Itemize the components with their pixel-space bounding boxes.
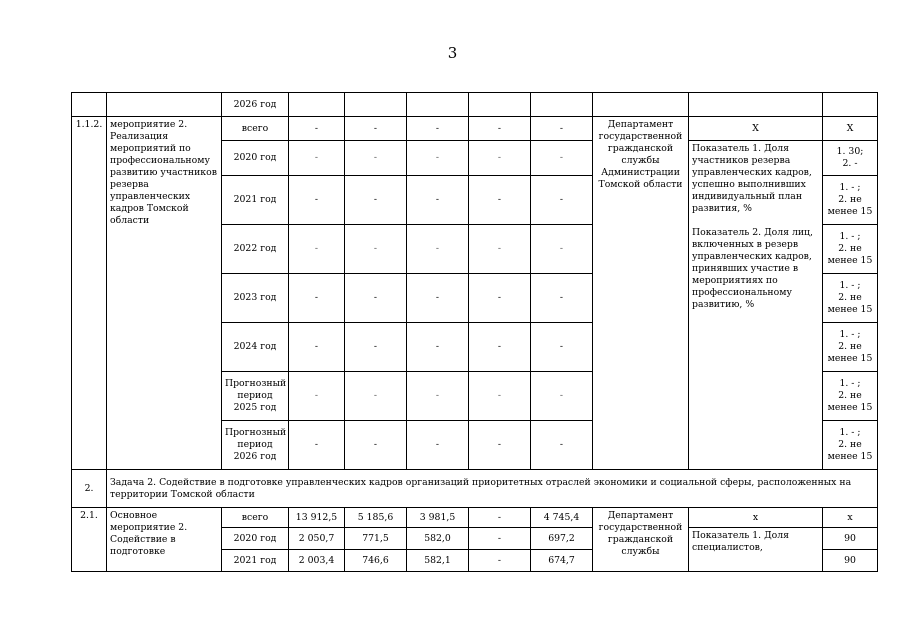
indicator-value: 1. 30; 2. - [823, 141, 878, 176]
program-table [71, 92, 878, 572]
row-number: 2.1. [72, 508, 107, 572]
value-cell: - [289, 372, 345, 421]
value-cell: - [531, 225, 593, 274]
year-cell: 2024 год [222, 323, 289, 372]
value-cell: - [469, 550, 531, 572]
value-cell: 771,5 [345, 528, 407, 550]
value-cell: - [289, 323, 345, 372]
indicator-2-text: Показатель 2. Доля лиц, включенных в резерв управленческих кадров, принявших участие в мероприятиях по профессиональному развитию, % [692, 227, 813, 310]
task-text: Задача 2. Содействие в подготовке управленческих кадров организаций приоритетных отраслей экономики и социальной сферы, расположенных на территории Томской области [107, 470, 878, 508]
value-cell: - [469, 274, 531, 323]
value-cell: - [469, 372, 531, 421]
value-cell: - [345, 141, 407, 176]
department-cell: Департамент государственной гражданской службы Администрации Томской области [593, 117, 689, 470]
indicator-value: 90 [823, 550, 878, 572]
indicator-value: 1. - ; 2. не менее 15 [823, 274, 878, 323]
value-cell: - [289, 117, 345, 141]
value-cell: - [407, 421, 469, 470]
value-cell: - [289, 225, 345, 274]
value-cell: - [345, 117, 407, 141]
indicator-value: 1. - ; 2. не менее 15 [823, 421, 878, 470]
value-cell: 13 912,5 [289, 508, 345, 528]
indicator-value: Х [823, 117, 878, 141]
value-cell: - [407, 176, 469, 225]
indicator-cell: х [689, 508, 823, 528]
value-cell: - [531, 372, 593, 421]
indicator-value: х [823, 508, 878, 528]
table-row [72, 117, 878, 141]
value-cell: - [469, 225, 531, 274]
value-cell: 582,1 [407, 550, 469, 572]
value-cell: 3 981,5 [407, 508, 469, 528]
measure-name: Основное мероприятие 2. Содействие в подготовке [107, 508, 222, 572]
value-cell: 746,6 [345, 550, 407, 572]
indicator-value: 1. - ; 2. не менее 15 [823, 225, 878, 274]
value-cell: - [345, 274, 407, 323]
indicator-value: 1. - ; 2. не менее 15 [823, 323, 878, 372]
value-cell: - [469, 421, 531, 470]
value-cell: - [407, 225, 469, 274]
value-cell: - [469, 176, 531, 225]
year-cell: 2023 год [222, 274, 289, 323]
year-cell: 2026 год [222, 93, 289, 117]
value-cell: - [345, 323, 407, 372]
value-cell: - [469, 528, 531, 550]
value-cell: 2 050,7 [289, 528, 345, 550]
year-cell: Прогнозный период 2025 год [222, 372, 289, 421]
year-cell: 2021 год [222, 550, 289, 572]
year-cell: 2021 год [222, 176, 289, 225]
indicator-description: Показатель 1. Доля специалистов, [689, 528, 823, 572]
year-cell: всего [222, 508, 289, 528]
indicator-value: 1. - ; 2. не менее 15 [823, 372, 878, 421]
measure-name: мероприятие 2. Реализация мероприятий по профессиональному развитию участников резерва управленческих кадров Томской области [107, 117, 222, 470]
department-cell: Департамент государственной гражданской службы [593, 508, 689, 572]
value-cell: - [407, 274, 469, 323]
table-row [72, 470, 878, 508]
value-cell: 5 185,6 [345, 508, 407, 528]
value-cell: - [289, 176, 345, 225]
value-cell: - [407, 372, 469, 421]
value-cell: - [345, 421, 407, 470]
value-cell: - [531, 323, 593, 372]
value-cell: - [469, 508, 531, 528]
value-cell: - [289, 274, 345, 323]
indicator-1-text: Показатель 1. Доля участников резерва управленческих кадров, успешно выполнивших индивидуальный план развития, % [692, 143, 812, 214]
value-cell: 674,7 [531, 550, 593, 572]
indicator-description [689, 141, 823, 470]
value-cell: - [407, 141, 469, 176]
page-number: 3 [447, 44, 458, 62]
value-cell: - [289, 141, 345, 176]
table-row [72, 508, 878, 528]
value-cell: 2 003,4 [289, 550, 345, 572]
value-cell: - [469, 141, 531, 176]
value-cell: 4 745,4 [531, 508, 593, 528]
row-number: 1.1.2. [72, 117, 107, 470]
value-cell: - [531, 176, 593, 225]
value-cell: - [531, 141, 593, 176]
value-cell: 697,2 [531, 528, 593, 550]
value-cell: - [289, 421, 345, 470]
year-cell: 2020 год [222, 141, 289, 176]
value-cell: - [407, 117, 469, 141]
value-cell: - [345, 176, 407, 225]
value-cell: - [469, 323, 531, 372]
value-cell: - [407, 323, 469, 372]
value-cell: - [469, 117, 531, 141]
value-cell: - [531, 117, 593, 141]
row-number: 2. [72, 470, 107, 508]
value-cell: - [531, 421, 593, 470]
year-cell: всего [222, 117, 289, 141]
indicator-value: 90 [823, 528, 878, 550]
indicator-cell: Х [689, 117, 823, 141]
value-cell: - [345, 225, 407, 274]
year-cell: 2020 год [222, 528, 289, 550]
value-cell: 582,0 [407, 528, 469, 550]
year-cell: Прогнозный период 2026 год [222, 421, 289, 470]
indicator-value: 1. - ; 2. не менее 15 [823, 176, 878, 225]
value-cell: - [531, 274, 593, 323]
value-cell: - [345, 372, 407, 421]
year-cell: 2022 год [222, 225, 289, 274]
table-row [72, 93, 878, 117]
